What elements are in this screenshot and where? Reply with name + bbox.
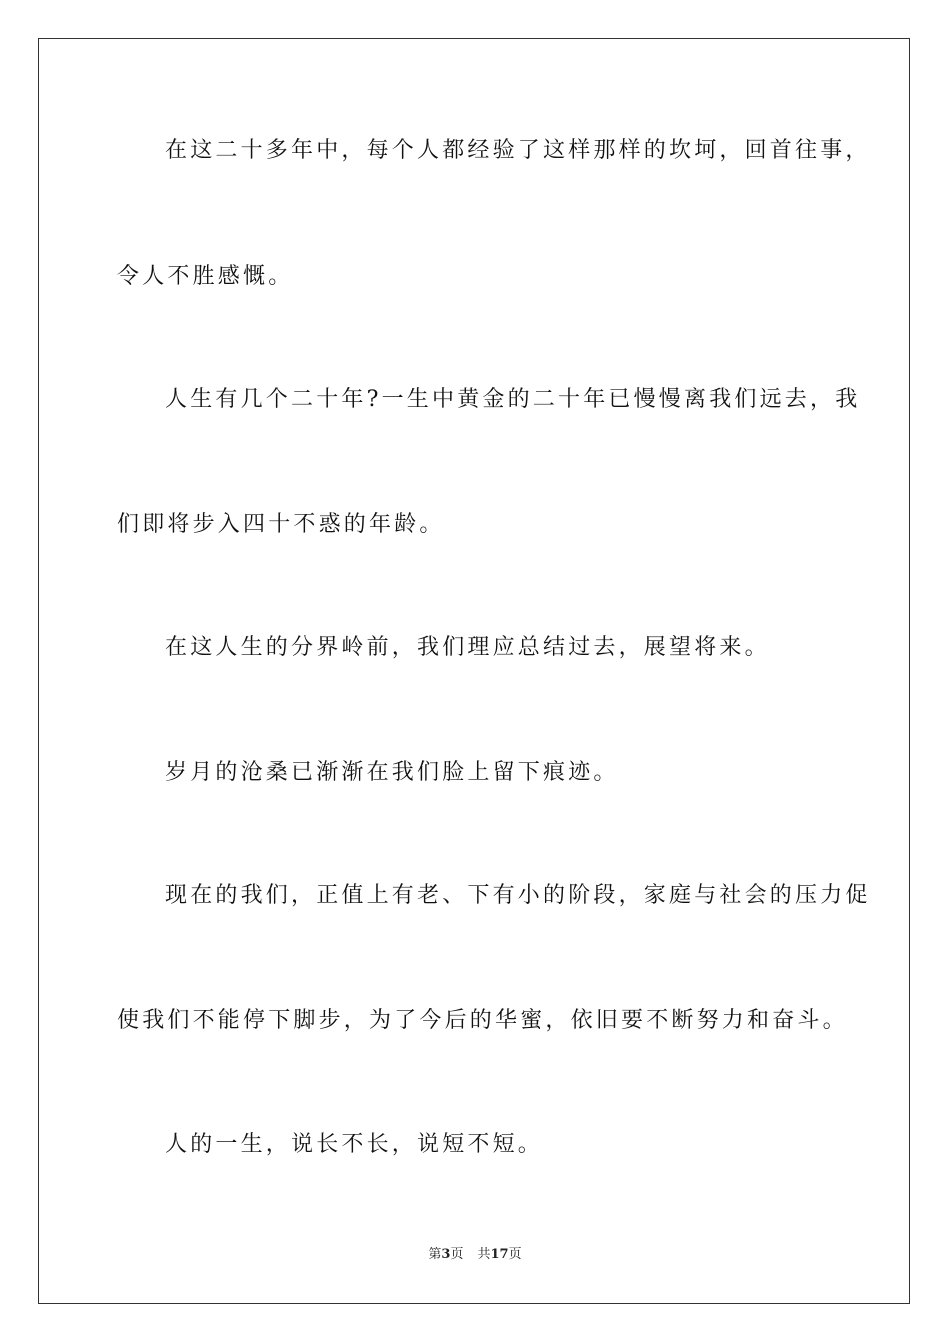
paragraph-3: 在这人生的分界岭前，我们理应总结过去，展望将来。 [165,635,770,660]
footer-total-pages: 17 [490,1247,509,1262]
page-footer [0,1246,950,1264]
page-border [38,38,910,1304]
paragraph-5-line-1: 现在的我们，正值上有老、下有小的阶段，家庭与社会的压力促 [165,883,871,908]
footer-page-suffix: 页 [450,1247,464,1262]
footer-total-prefix: 共 [477,1247,491,1262]
paragraph-4: 岁月的沧桑已渐渐在我们脸上留下痕迹。 [165,760,619,785]
paragraph-1-line-1: 在这二十多年中，每个人都经验了这样那样的坎坷，回首往事， [165,138,871,163]
paragraph-5-line-2: 使我们不能停下脚步，为了今后的华蜜，依旧要不断努力和奋斗。 [117,1008,848,1033]
footer-total-suffix: 页 [508,1247,522,1262]
paragraph-2-line-2: 们即将步入四十不惑的年龄。 [117,512,445,537]
paragraph-2-line-1: 人生有几个二十年?一生中黄金的二十年已慢慢离我们远去，我 [165,387,861,412]
paragraph-6: 人的一生，说长不长，说短不短。 [165,1132,544,1157]
footer-page-number: 3 [441,1247,451,1262]
footer-page-prefix: 第 [428,1247,442,1262]
paragraph-1-line-2: 令人不胜感慨。 [117,264,294,289]
